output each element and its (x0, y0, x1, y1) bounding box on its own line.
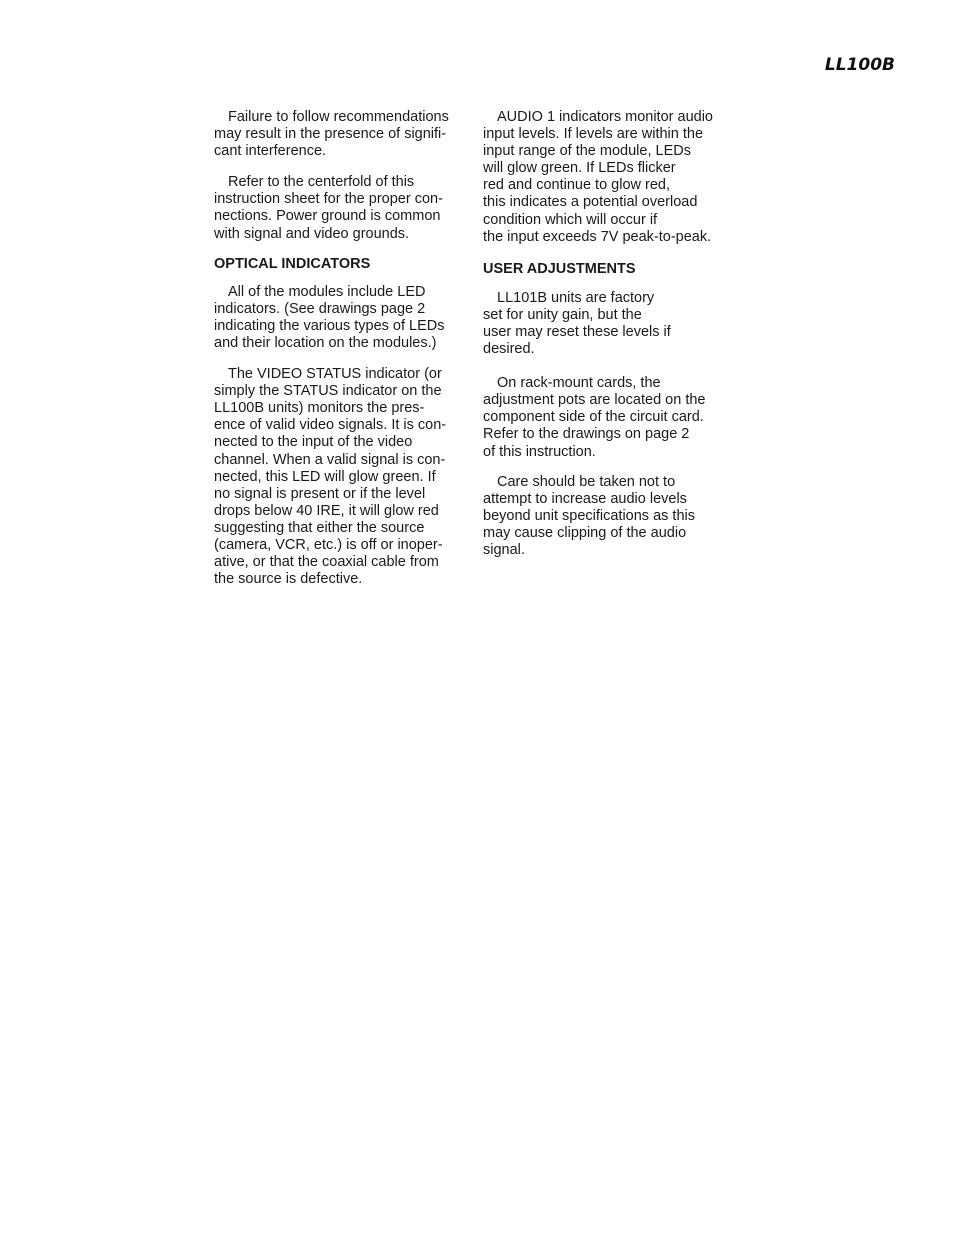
right-column (483, 109, 743, 559)
text-line: signal. (483, 541, 525, 558)
text-line: no signal is present or if the level (214, 485, 426, 502)
paragraph-failure (214, 109, 474, 160)
text-line: channel. When a valid signal is con- (214, 451, 446, 468)
text-line: simply the STATUS indicator on the (214, 383, 442, 400)
text-line: ative, or that the coaxial cable from (214, 554, 439, 571)
heading-user-adjustments: USER ADJUSTMENTS (483, 260, 636, 277)
text-line: and their location on the modules.) (214, 334, 437, 351)
text-line: desired. (483, 341, 535, 358)
text-line: beyond unit specifications as this (483, 507, 695, 524)
paragraph-video-status (214, 366, 474, 588)
text-line: with signal and video grounds. (214, 225, 410, 242)
text-line: AUDIO 1 indicators monitor audio (497, 109, 713, 125)
text-line: red and continue to glow red, (483, 177, 671, 194)
paragraph-care-warning (483, 474, 743, 559)
text-line: (camera, VCR, etc.) is off or inoper- (214, 536, 443, 553)
text-line: adjustment pots are located on the (483, 392, 706, 409)
text-line: ence of valid video signals. It is con- (214, 417, 447, 434)
text-line: will glow green. If LEDs flicker (483, 160, 676, 177)
text-line: On rack-mount cards, the (497, 375, 661, 392)
text-line: cant interference. (214, 143, 327, 160)
text-line: of this instruction. (483, 443, 596, 460)
paragraph-led-modules (214, 284, 474, 352)
text-line: nected to the input of the video (214, 434, 413, 451)
text-line: Refer to the drawings on page 2 (483, 426, 690, 443)
paragraph-centerfold (214, 174, 474, 242)
paragraph-audio-indicators (483, 109, 743, 246)
text-line: nections. Power ground is common (214, 208, 441, 225)
text-line: LL101B units are factory (497, 289, 655, 306)
text-line: set for unity gain, but the (483, 306, 642, 323)
text-line: Care should be taken not to (497, 473, 676, 490)
text-line: LL100B units) monitors the pres- (214, 400, 425, 417)
text-line: this indicates a potential overload (483, 194, 698, 211)
text-line: may result in the presence of signifi- (214, 126, 447, 143)
text-line: drops below 40 IRE, it will glow red (214, 502, 439, 519)
paragraph-rack-mount (483, 375, 743, 460)
text-line: input levels. If levels are within the (483, 126, 704, 143)
text-line: the source is defective. (214, 571, 363, 588)
paragraph-factory-gain (483, 290, 743, 358)
text-line: nected, this LED will glow green. If (214, 468, 436, 485)
text-line: condition which will occur if (483, 211, 658, 228)
heading-optical-indicators: OPTICAL INDICATORS (214, 255, 371, 272)
document-id: LL100B (824, 55, 895, 75)
text-line: Refer to the centerfold of this (228, 174, 415, 191)
left-column (214, 109, 474, 588)
text-line: instruction sheet for the proper con- (214, 191, 443, 208)
text-line: indicating the various types of LEDs (214, 317, 445, 334)
text-line: The VIDEO STATUS indicator (or (228, 366, 442, 383)
text-line: input range of the module, LEDs (483, 143, 691, 160)
text-line: may cause clipping of the audio (483, 524, 687, 541)
text-line: user may reset these levels if (483, 323, 671, 340)
text-line: suggesting that either the source (214, 519, 425, 536)
text-line: Failure to follow recommendations (228, 109, 449, 125)
text-line: the input exceeds 7V peak-to-peak. (483, 228, 712, 245)
text-line: attempt to increase audio levels (483, 490, 687, 507)
text-line: All of the modules include LED (228, 283, 426, 300)
text-line: component side of the circuit card. (483, 409, 704, 426)
text-line: indicators. (See drawings page 2 (214, 300, 426, 317)
